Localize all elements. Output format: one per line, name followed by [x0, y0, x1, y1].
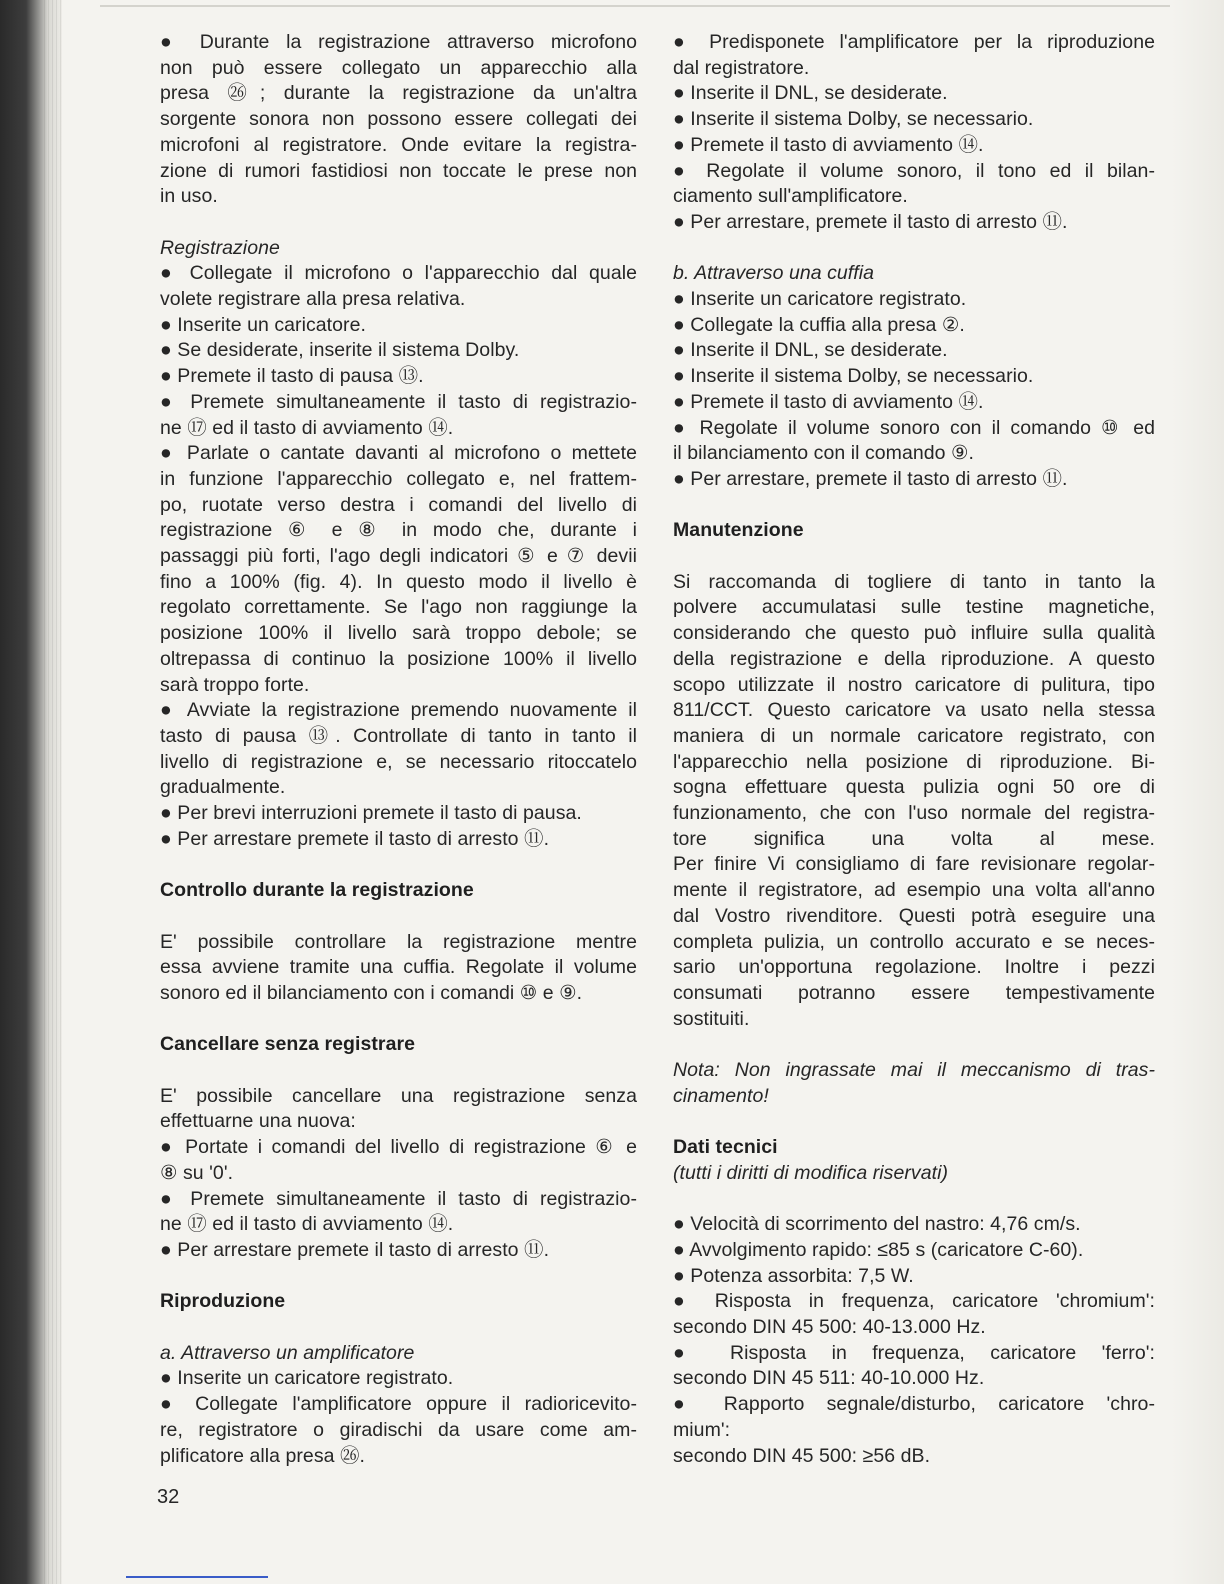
text-line: secondo DIN 45 511: 40-10.000 Hz. [673, 1367, 985, 1390]
text-line: sogna effettuare questa pulizia ogni 50 ore di [673, 776, 1155, 799]
text-line: ⑧ su '0'. [160, 1161, 234, 1184]
text-line: livello di registrazione e, se necessario ritoccatelo [160, 750, 637, 773]
text-line: ● Velocità di scorrimento del nastro: 4,76 cm/s. [673, 1213, 1081, 1236]
text-line: ● Regolate il volume sonoro con il comando ⑩ ed [673, 416, 1155, 439]
text-line: scopo utilizzate il nostro caricatore di pulitura, tipo [673, 673, 1155, 696]
text-line: ● Collegate il microfono o l'apparecchio dal quale [160, 262, 637, 285]
text-line: tasto di pausa ⑬. Controllate di tanto in tanto il [160, 724, 637, 747]
text-line: ● Premete il tasto di avviamento ⑭. [673, 133, 984, 156]
text-line: ● Per arrestare, premete il tasto di arresto ⑪. [673, 210, 1068, 233]
text-line: ● Potenza assorbita: 7,5 W. [673, 1264, 914, 1287]
text-line: secondo DIN 45 500: ≥56 dB. [673, 1444, 931, 1467]
heading-dati-tecnici: Dati tecnici [673, 1136, 778, 1159]
text-line: fino a 100% (fig. 4). In questo modo il livello è [160, 570, 637, 593]
text-line: ● Rapporto segnale/disturbo, caricatore 'chro- [673, 1393, 1155, 1416]
text-line: E' possibile cancellare una registrazione senza [160, 1084, 637, 1107]
text-line: volete registrare alla presa relativa. [160, 288, 466, 311]
text-line: cinamento! [673, 1084, 769, 1107]
text-line: ● Inserite un caricatore. [160, 313, 366, 336]
nota [673, 1058, 1155, 1109]
text-line: ne ⑰ ed il tasto di avviamento ⑭. [160, 416, 454, 439]
text-line: effettuarne una nuova: [160, 1110, 356, 1133]
heading-cancellare: Cancellare senza registrare [160, 1033, 415, 1056]
heading-amplificatore: a. Attraverso un amplificatore [160, 1341, 415, 1364]
text-line: microfoni al registratore. Onde evitare la registra- [160, 133, 637, 156]
text-line: mente il registratore, ad esempio una volta all'anno [673, 879, 1155, 902]
text-line: ● Avvolgimento rapido: ≤85 s (caricatore C-60). [673, 1238, 1084, 1261]
text-line: ● Risposta in frequenza, caricatore 'ferro': [673, 1341, 1155, 1364]
text-line: sarà troppo forte. [160, 673, 310, 696]
text-line: posizione 100% il livello sarà troppo debole; se [160, 622, 637, 645]
text-line: ● Regolate il volume sonoro, il tono ed il bilan- [673, 159, 1155, 182]
amplificatore-steps-cont [673, 30, 1155, 236]
text-line: ● Per arrestare, premete il tasto di arresto ⑪. [673, 467, 1068, 490]
text-line: ● Se desiderate, inserite il sistema Dolby. [160, 339, 520, 362]
text-line: dal registratore. [673, 56, 810, 79]
text-line: il bilanciamento con il comando ⑨. [673, 442, 974, 465]
text-line: ne ⑰ ed il tasto di avviamento ⑭. [160, 1213, 454, 1236]
text-line: maniera di un normale caricatore registrato, con [673, 724, 1155, 747]
heading-riproduzione: Riproduzione [160, 1290, 286, 1313]
text-line: ● Risposta in frequenza, caricatore 'chromium': [673, 1290, 1155, 1313]
text-line: ● Inserite il DNL, se desiderate. [673, 339, 948, 362]
intro-paragraph [160, 30, 637, 210]
heading-controllo: Controllo durante la registrazione [160, 879, 474, 902]
text-line: Per finire Vi consigliamo di fare revisionare regolar- [673, 853, 1155, 876]
text-line: ● Avviate la registrazione premendo nuovamente il [160, 699, 637, 722]
text-line: E' possibile controllare la registrazione mentre [160, 930, 637, 953]
text-line: ● Durante la registrazione attraverso microfono [160, 31, 637, 53]
heading-cuffia: b. Attraverso una cuffia [673, 262, 874, 285]
heading-manutenzione: Manutenzione [673, 519, 804, 542]
book-binding-edge [0, 0, 62, 1584]
text-line: ● Premete il tasto di pausa ⑬. [160, 365, 424, 388]
text-line: ● Parlate o cantate davanti al microfono o mettete [160, 442, 637, 465]
text-line: gradualmente. [160, 776, 286, 799]
text-line: mium': [673, 1418, 731, 1441]
text-line: ● Per arrestare premete il tasto di arresto ⑪. [160, 827, 550, 850]
text-line: sario un'opportuna regolazione. Inoltre i pezzi [673, 956, 1155, 979]
page-right-edge [1172, 0, 1224, 1584]
text-line: in uso. [160, 185, 218, 208]
diritti-note: (tutti i diritti di modifica riservati) [673, 1161, 949, 1184]
text-line: ● Inserite un caricatore registrato. [160, 1367, 454, 1390]
text-line: 811/CCT. Questo caricatore va usato nella stessa [673, 699, 1155, 722]
text-line: po, ruotate verso destra i comandi del livello di [160, 493, 637, 516]
text-line: registrazione ⑥ e ⑧ in modo che, durante i [160, 519, 637, 542]
text-line: ● Per brevi interruzioni premete il tasto di pausa. [160, 802, 582, 825]
text-line: regolato correttamente. Se l'ago non raggiunge la [160, 596, 637, 619]
text-line: dal Vostro rivenditore. Questi potrà eseguire una [673, 904, 1155, 927]
text-line: Si raccomanda di togliere di tanto in tanto la [673, 570, 1155, 593]
top-rule [100, 5, 1170, 7]
text-line: essa avviene tramite una cuffia. Regolate il volume [160, 956, 637, 979]
text-line: ● Inserite il sistema Dolby, se necessario. [673, 108, 1034, 131]
text-line: in funzione l'apparecchio collegato e, nel frattem- [160, 467, 637, 490]
text-line: ● Collegate la cuffia alla presa ②. [673, 313, 965, 336]
text-line: plificatore alla presa ㉖. [160, 1444, 366, 1467]
text-line: ● Inserite un caricatore registrato. [673, 288, 967, 311]
text-line: ● Inserite il sistema Dolby, se necessario. [673, 365, 1034, 388]
page-number: 32 [157, 1486, 180, 1508]
text-line: secondo DIN 45 500: 40-13.000 Hz. [673, 1316, 986, 1339]
text-line: considerando che questo può influire sulla qualità [673, 622, 1155, 645]
text-line: consumati potranno essere tempestivamente [673, 981, 1155, 1004]
text-line: della registrazione e della riproduzione. A questo [673, 647, 1155, 670]
registrazione-steps [160, 261, 637, 852]
text-line: ● Premete il tasto di avviamento ⑭. [673, 390, 984, 413]
dati-tecnici-list [673, 1212, 1155, 1469]
text-line: ● Portate i comandi del livello di registrazione ⑥ e [160, 1136, 637, 1159]
text-line: ● Per arrestare premete il tasto di arresto ⑪. [160, 1238, 550, 1261]
text-line: oltrepassa di continuo la posizione 100% il livello [160, 647, 637, 670]
text-line: re, registratore o giradischi da usare come am- [160, 1418, 637, 1441]
text-line: ● Inserite il DNL, se desiderate. [673, 82, 948, 105]
text-line: ● Collegate l'amplificatore oppure il radioricevito- [160, 1393, 637, 1416]
text-line: Nota: Non ingrassate mai il meccanismo di tras- [673, 1059, 1155, 1082]
text-line: ● Premete simultaneamente il tasto di registrazio- [160, 390, 637, 413]
text-line: l'apparecchio nella posizione di riproduzione. Bi- [673, 750, 1155, 773]
text-line: passaggi più forti, l'ago degli indicatori ⑤ e ⑦ devii [160, 545, 637, 568]
text-line: sorgente sonora non possono essere collegati dei [160, 108, 637, 131]
text-line: sonoro ed il bilanciamento con i comandi ⑩ e ⑨. [160, 981, 583, 1004]
text-line: ● Premete simultaneamente il tasto di registrazio- [160, 1187, 637, 1210]
text-line: funzionamento, che con l'uso normale del registra- [673, 802, 1155, 825]
cancellare-paragraph [160, 1084, 637, 1264]
bottom-link-line [126, 1576, 268, 1578]
heading-registrazione: Registrazione [160, 236, 280, 259]
manutenzione-paragraph [673, 570, 1155, 1033]
text-line: polvere accumulatasi sulle testine magnetiche, [673, 596, 1155, 619]
cuffia-steps [673, 287, 1155, 493]
text-line: ciamento sull'amplificatore. [673, 185, 908, 208]
text-line: ● Predisponete l'amplificatore per la riproduzione [673, 31, 1155, 53]
text-line: presa ㉖; durante la registrazione da un'altra [160, 82, 637, 105]
controllo-paragraph [160, 930, 637, 1007]
right-column [673, 30, 1155, 1469]
text-line: completa pulizia, un controllo accurato e se neces- [673, 930, 1155, 953]
text-line: zione di rumori fastidiosi non toccate le prese non [160, 159, 637, 182]
text-line: tore significa una volta al mese. [673, 827, 1155, 850]
amplificatore-steps [160, 1366, 637, 1469]
left-column [160, 30, 637, 1469]
text-line: non può essere collegato un apparecchio alla [160, 56, 637, 79]
text-line: sostituiti. [673, 1007, 750, 1030]
